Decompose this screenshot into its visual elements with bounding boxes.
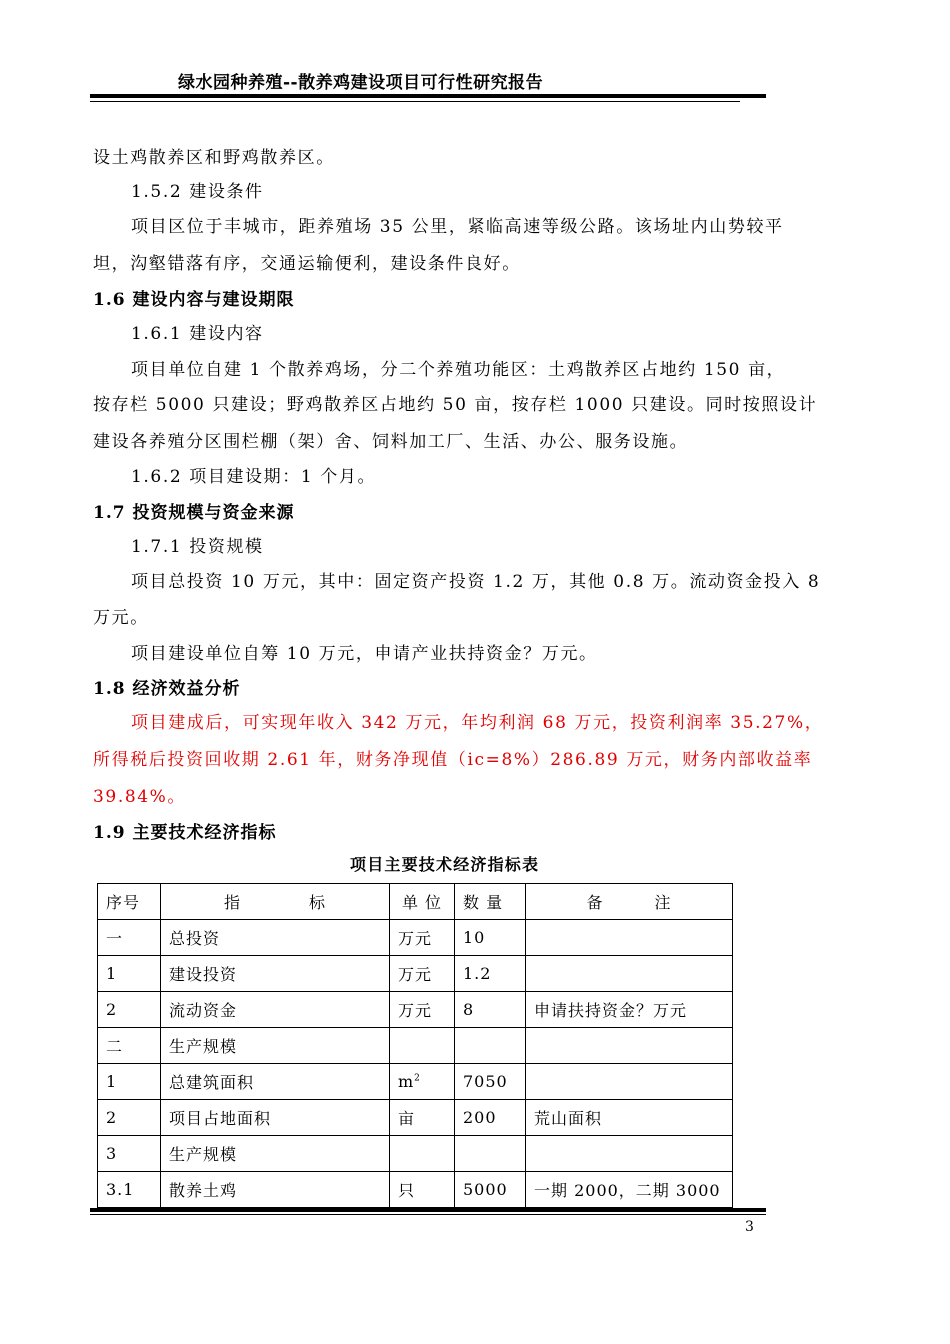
table-cell: 散养土鸡: [161, 1172, 390, 1208]
section-heading: 1.8 经济效益分析: [93, 679, 241, 699]
body-line: 1.7.1 投资规模: [131, 537, 264, 557]
header-cell: 序号: [98, 884, 161, 920]
unit-text: m: [398, 1072, 415, 1091]
table-cell: [526, 1136, 733, 1172]
table-cell: 1: [98, 1064, 161, 1100]
body-line: 项目区位于丰城市，距养殖场 35 公里，紧临高速等级公路。该场址内山势较平: [131, 217, 784, 237]
table-cell: 总建筑面积: [161, 1064, 390, 1100]
header-rule-thick: [90, 94, 766, 98]
footer-rule-thin: [90, 1214, 766, 1215]
table-cell: 一期 2000，二期 3000: [526, 1172, 733, 1208]
table-cell: 总投资: [161, 920, 390, 956]
table-cell: 2: [98, 992, 161, 1028]
table-cell: [390, 1064, 455, 1100]
table-cell: 3: [98, 1136, 161, 1172]
table-row: [98, 956, 733, 992]
table-cell: [526, 956, 733, 992]
footer-rule-thick: [90, 1208, 766, 1212]
red-highlight-line: 所得税后投资回收期 2.61 年，财务净现值（ic=8%）286.89 万元，财务内部收益率: [93, 750, 813, 770]
table-cell: [390, 1136, 455, 1172]
table-cell: 8: [455, 992, 526, 1028]
body-line: 按存栏 5000 只建设；野鸡散养区占地约 50 亩，按存栏 1000 只建设。同时按照设计: [93, 395, 818, 415]
page-number: 3: [745, 1219, 754, 1235]
body-line: 坦，沟壑错落有序，交通运输便利，建设条件良好。: [93, 254, 521, 274]
unit-superscript: 2: [414, 1073, 421, 1084]
table-cell: [390, 1028, 455, 1064]
table-row: [98, 1136, 733, 1172]
table-caption: 项目主要技术经济指标表: [350, 855, 540, 874]
table-cell: 万元: [390, 920, 455, 956]
header-rule-thin: [90, 101, 740, 102]
body-line: 项目总投资 10 万元，其中：固定资产投资 1.2 万，其他 0.8 万。流动资金投入 8: [131, 572, 821, 592]
table-cell: 生产规模: [161, 1028, 390, 1064]
table-row: [98, 1100, 733, 1136]
table-cell: 生产规模: [161, 1136, 390, 1172]
body-line: 1.6.2 项目建设期：1 个月。: [131, 467, 377, 487]
table-cell: 项目占地面积: [161, 1100, 390, 1136]
body-line: 1.6.1 建设内容: [131, 324, 264, 344]
table-row: [98, 1172, 733, 1208]
table-cell: 3.1: [98, 1172, 161, 1208]
indicator-table: [97, 883, 733, 1208]
table-row: [98, 1064, 733, 1100]
section-heading: 1.9 主要技术经济指标: [93, 823, 277, 843]
table-cell: 万元: [390, 992, 455, 1028]
header-cell: 备 注: [526, 884, 733, 920]
table-cell: 200: [455, 1100, 526, 1136]
table-header-row: [98, 884, 733, 920]
report-header-title: 绿水园种养殖--散养鸡建设项目可行性研究报告: [178, 73, 544, 93]
table-row: [98, 992, 733, 1028]
body-line: 建设各养殖分区围栏棚（架）舍、饲料加工厂、生活、办公、服务设施。: [93, 432, 689, 452]
table-cell: 万元: [390, 956, 455, 992]
red-highlight-line: 39.84%。: [93, 787, 187, 807]
section-heading: 1.6 建设内容与建设期限: [93, 290, 295, 310]
table-cell: 亩: [390, 1100, 455, 1136]
table-cell: 建设投资: [161, 956, 390, 992]
body-line: 设土鸡散养区和野鸡散养区。: [93, 148, 335, 168]
header-cell: 数 量: [455, 884, 526, 920]
table-cell: 1.2: [455, 956, 526, 992]
body-line: 1.5.2 建设条件: [131, 182, 264, 202]
table-cell: [526, 1064, 733, 1100]
header-cell: 单 位: [390, 884, 455, 920]
table-cell: [455, 1136, 526, 1172]
red-highlight-line: 项目建成后，可实现年收入 342 万元，年均利润 68 万元，投资利润率 35.27%，: [131, 713, 824, 733]
table-cell: 只: [390, 1172, 455, 1208]
table-cell: 一: [98, 920, 161, 956]
body-line: 项目建设单位自筹 10 万元，申请产业扶持资金？万元。: [131, 644, 598, 664]
table-cell: 1: [98, 956, 161, 992]
section-heading: 1.7 投资规模与资金来源: [93, 503, 295, 523]
table-cell: 申请扶持资金？万元: [526, 992, 733, 1028]
table-cell: 流动资金: [161, 992, 390, 1028]
body-line: 项目单位自建 1 个散养鸡场，分二个养殖功能区：土鸡散养区占地约 150 亩，: [131, 360, 786, 380]
table-cell: 10: [455, 920, 526, 956]
header-cell: 指 标: [161, 884, 390, 920]
table-cell: 5000: [455, 1172, 526, 1208]
table-cell: 7050: [455, 1064, 526, 1100]
table-cell: 二: [98, 1028, 161, 1064]
table-cell: [526, 920, 733, 956]
table-cell: 2: [98, 1100, 161, 1136]
body-line: 万元。: [93, 608, 149, 628]
table-row: [98, 1028, 733, 1064]
table-row: [98, 920, 733, 956]
table-cell: [526, 1028, 733, 1064]
table-cell: 荒山面积: [526, 1100, 733, 1136]
table-cell: [455, 1028, 526, 1064]
